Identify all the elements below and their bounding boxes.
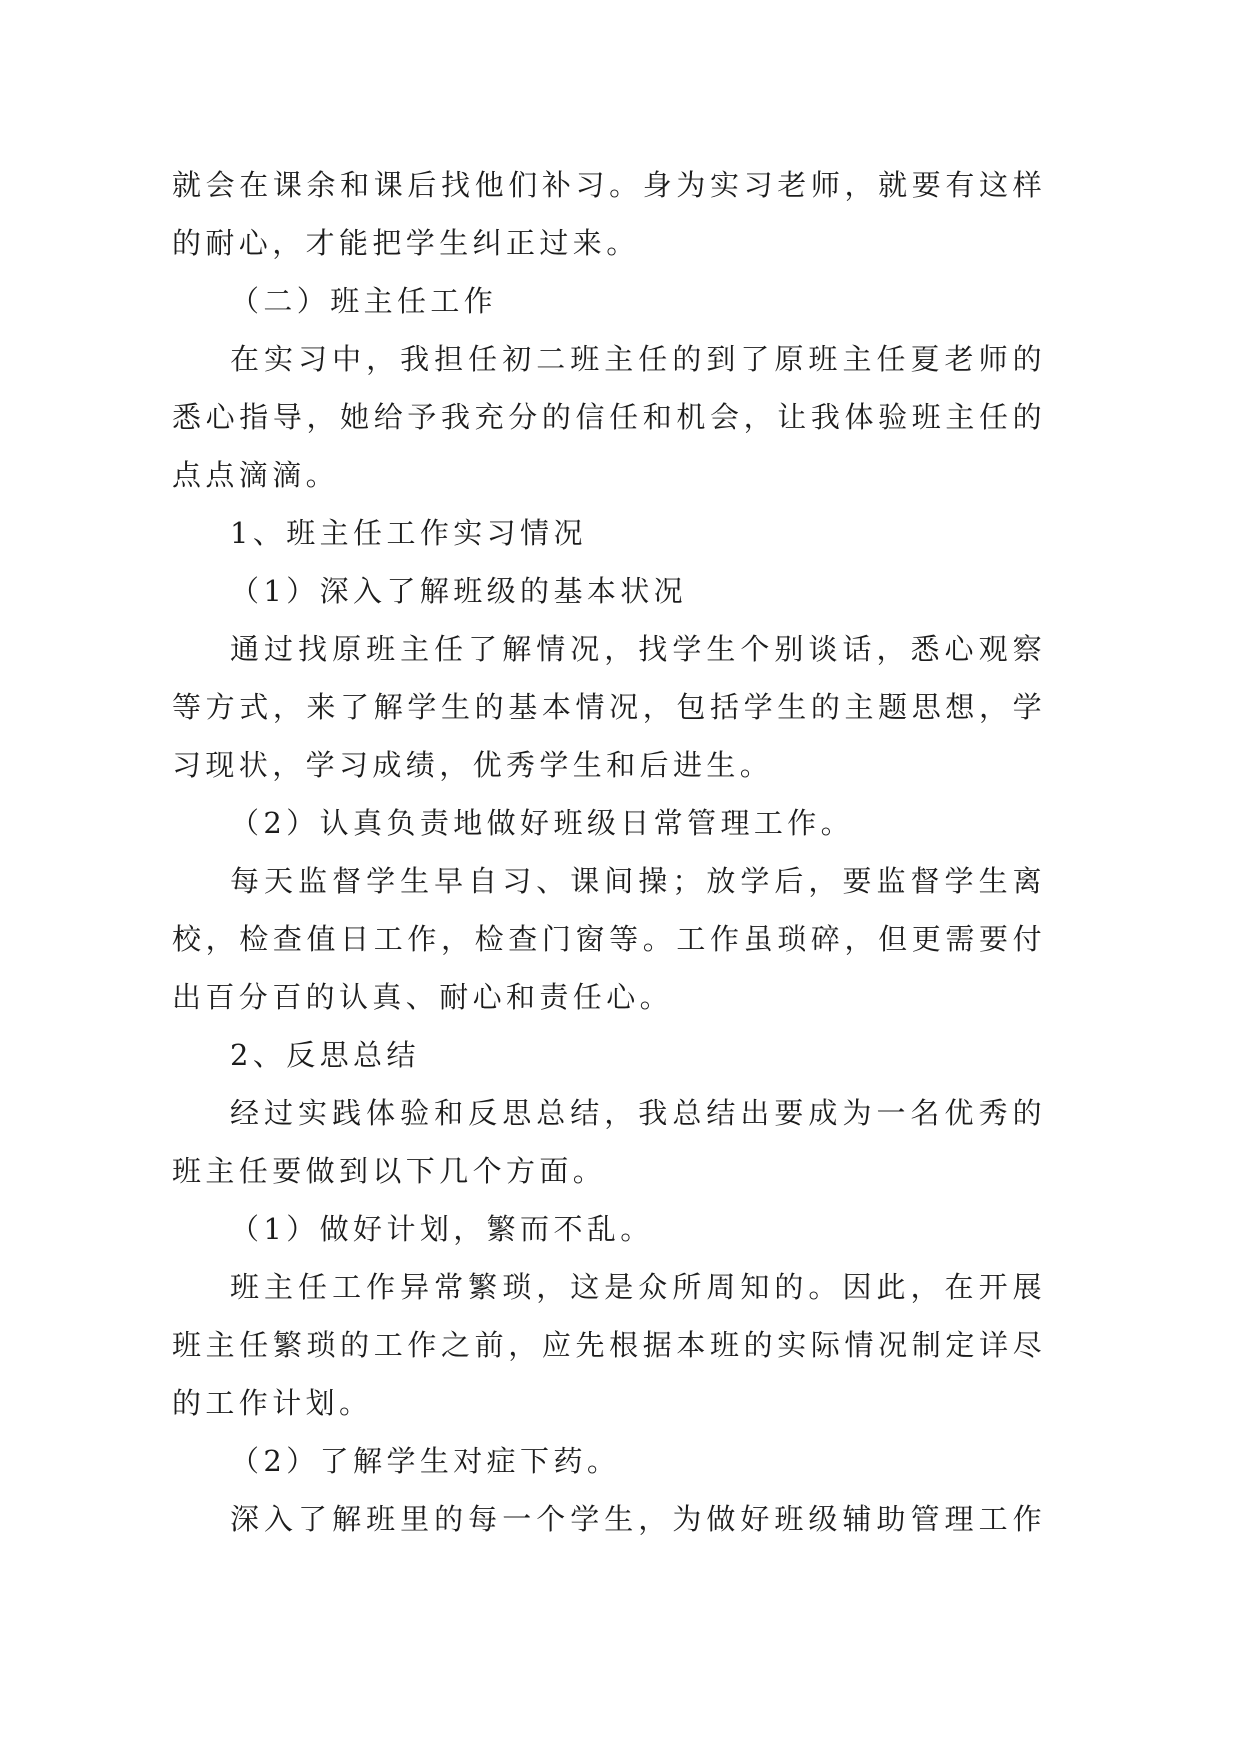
document-body — [172, 156, 1046, 1548]
subsection-heading — [172, 794, 1046, 852]
text-line: 深入了解班里的每一个学生，为做好班级辅助管理工作 — [230, 1502, 1046, 1536]
text-line: 班主任要做到以下几个方面。 — [172, 1154, 607, 1188]
text-line: 出百分百的认真、耐心和责任心。 — [172, 980, 674, 1014]
body-paragraph — [172, 330, 1046, 504]
text-line: （1）做好计划，繁而不乱。 — [230, 1212, 654, 1246]
text-line: 2、反思总结 — [230, 1038, 420, 1072]
text-line: 在实习中，我担任初二班主任的到了原班主任夏老师的 — [230, 342, 1046, 376]
body-paragraph — [172, 1084, 1046, 1200]
text-line: 等方式，来了解学生的基本情况，包括学生的主题思想，学 — [172, 690, 1046, 724]
text-line: 班主任繁琐的工作之前，应先根据本班的实际情况制定详尽 — [172, 1328, 1046, 1362]
text-line: 的耐心，才能把学生纠正过来。 — [172, 226, 640, 260]
text-line: （2）了解学生对症下药。 — [230, 1444, 621, 1478]
text-line: 点点滴滴。 — [172, 458, 340, 492]
text-line: 经过实践体验和反思总结，我总结出要成为一名优秀的 — [230, 1096, 1046, 1130]
body-paragraph — [172, 1258, 1046, 1432]
text-line: 习现状，学习成绩，优秀学生和后进生。 — [172, 748, 774, 782]
section-heading — [172, 272, 1046, 330]
subsection-heading — [172, 1200, 1046, 1258]
body-paragraph — [172, 852, 1046, 1026]
text-line: （二）班主任工作 — [230, 284, 498, 318]
text-line: 校，检查值日工作，检查门窗等。工作虽琐碎，但更需要付 — [172, 922, 1046, 956]
body-paragraph — [172, 1490, 1046, 1548]
subsection-heading — [172, 562, 1046, 620]
body-paragraph — [172, 620, 1046, 794]
text-line: 通过找原班主任了解情况，找学生个别谈话，悉心观察 — [230, 632, 1046, 666]
text-line: 的工作计划。 — [172, 1386, 373, 1420]
text-line: 就会在课余和课后找他们补习。身为实习老师，就要有这样 — [172, 168, 1046, 202]
text-line: 班主任工作异常繁琐，这是众所周知的。因此，在开展 — [230, 1270, 1046, 1304]
text-line: （1）深入了解班级的基本状况 — [230, 574, 688, 608]
text-line: （2）认真负责地做好班级日常管理工作。 — [230, 806, 855, 840]
subsection-heading — [172, 1432, 1046, 1490]
text-line: 每天监督学生早自习、课间操；放学后，要监督学生离 — [230, 864, 1046, 898]
body-paragraph — [172, 156, 1046, 272]
subsection-heading — [172, 504, 1046, 562]
text-line: 1、班主任工作实习情况 — [230, 516, 587, 550]
subsection-heading — [172, 1026, 1046, 1084]
text-line: 悉心指导，她给予我充分的信任和机会，让我体验班主任的 — [172, 400, 1046, 434]
